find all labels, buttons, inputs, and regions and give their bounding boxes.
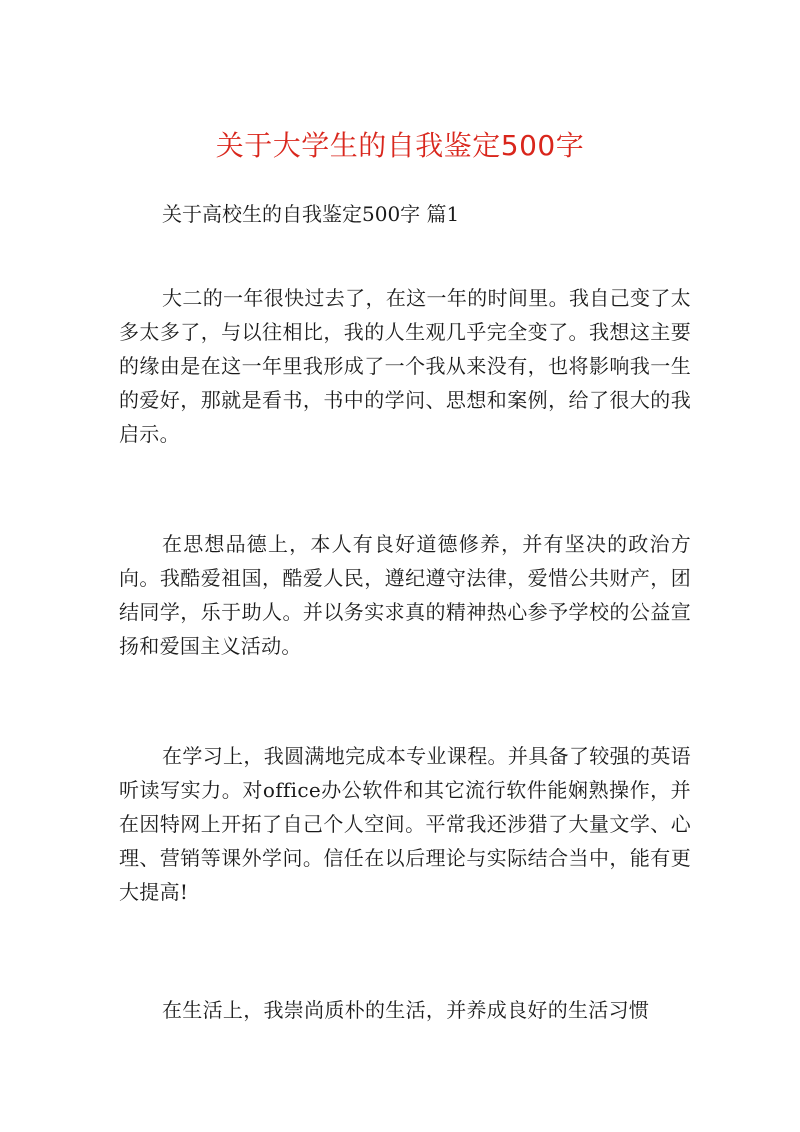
document-title: 关于大学生的自我鉴定500字: [215, 129, 585, 162]
paragraph-4: 在生活上，我崇尚质朴的生活，并养成良好的生活习惯: [162, 998, 650, 1022]
paragraph-2: 在思想品德上，本人有良好道德修养，并有坚决的政治方向。我酷爱祖国，酷爱人民，遵纪遵守法律，爱惜公共财产，团结同学，乐于助人。并以务实求真的精神热心参予学校的公益宣扬和爱国主义活动。: [119, 532, 691, 658]
paragraph-1: 大二的一年很快过去了，在这一年的时间里。我自己变了太多太多了，与以往相比，我的人生观几乎完全变了。我想这主要的缘由是在这一年里我形成了一个我从来没有，也将影响我一生的爱好，那就是看书，书中的学问、思想和案例，给了很大的我启示。: [119, 286, 691, 446]
section-heading: 关于高校生的自我鉴定500字 篇1: [162, 202, 460, 226]
paragraph-3: 在学习上，我圆满地完成本专业课程。并具备了较强的英语听读写实力。对office办公软件和其它流行软件能娴熟操作，并在因特网上开拓了自己个人空间。平常我还涉猎了大量文学、心理、营销等课外学问。信任在以后理论与实际结合当中，能有更大提高!: [119, 744, 691, 904]
